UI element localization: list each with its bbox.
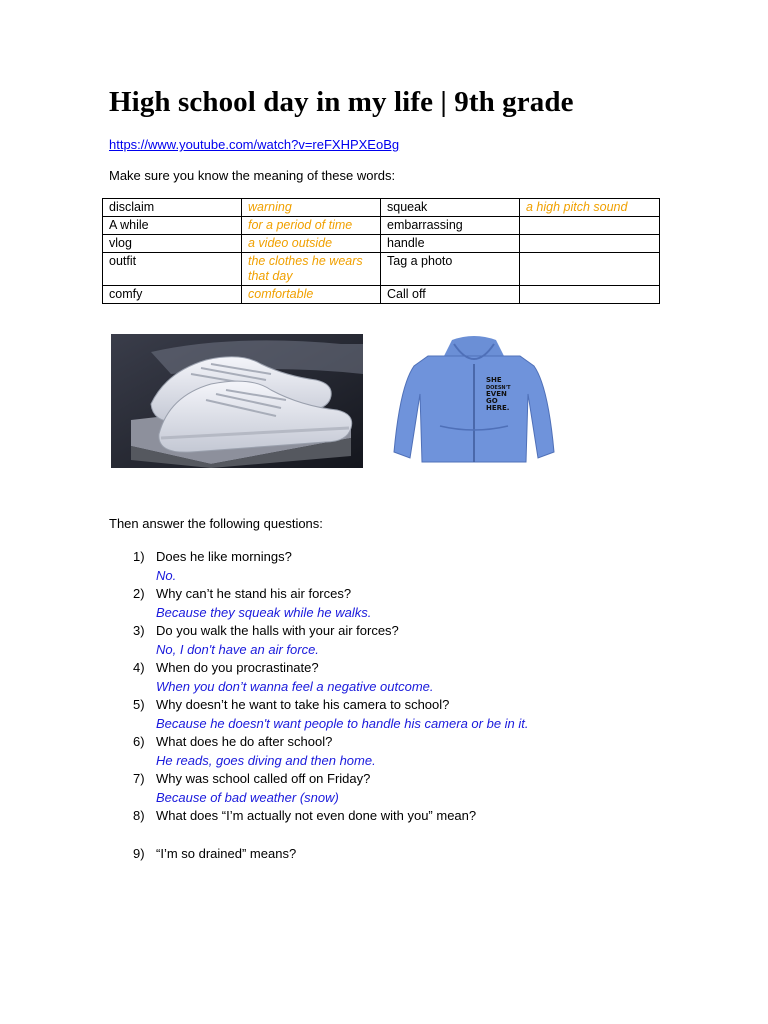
table-row (103, 217, 660, 235)
vocab-intro: Make sure you know the meaning of these words: (109, 168, 396, 183)
vocab-word: vlog (103, 235, 242, 253)
video-link[interactable]: https://www.youtube.com/watch?v=reFXHPXEoBg (109, 137, 400, 152)
question-item: 8) What does “I’m actually not even done with you” mean? (133, 808, 477, 823)
answer-text: He reads, goes diving and then home. (156, 752, 376, 768)
vocab-word: Tag a photo (381, 253, 520, 286)
answer-text: Because he doesn't want people to handle his camera or be in it. (156, 715, 529, 731)
vocab-definition: comfortable (242, 286, 381, 304)
vocab-word: comfy (103, 286, 242, 304)
vocab-definition (520, 253, 660, 286)
table-row (103, 253, 660, 286)
table-row (103, 235, 660, 253)
vocab-definition: a video outside (242, 235, 381, 253)
answer-text: When you don’t wanna feel a negative outcome. (156, 678, 434, 694)
vocab-word: Call off (381, 286, 520, 304)
answer-text: Because they squeak while he walks. (156, 604, 372, 620)
vocab-word: A while (103, 217, 242, 235)
vocab-table (102, 198, 660, 304)
page-title: High school day in my life | 9th grade (109, 86, 574, 118)
vocab-word: handle (381, 235, 520, 253)
question-item: 5) Why doesn’t he want to take his camera to school? (133, 697, 450, 712)
vocab-definition: the clothes he wears that day (242, 253, 381, 286)
vocab-definition (520, 286, 660, 304)
question-item: 3) Do you walk the halls with your air forces? (133, 623, 399, 638)
vocab-definition: a high pitch sound (520, 199, 660, 217)
vocab-word: disclaim (103, 199, 242, 217)
vocab-definition (520, 217, 660, 235)
questions-list (109, 548, 709, 864)
questions-intro: Then answer the following questions: (109, 516, 323, 531)
answer-text: No. (156, 567, 177, 583)
vocab-word: squeak (381, 199, 520, 217)
sneakers-image (111, 334, 363, 468)
table-row (103, 199, 660, 217)
question-item: 6) What does he do after school? (133, 734, 333, 749)
answer-text: No, I don't have an air force. (156, 641, 319, 657)
vocab-definition (520, 235, 660, 253)
question-item: 7) Why was school called off on Friday? (133, 771, 371, 786)
answer-text: Because of bad weather (snow) (156, 789, 339, 805)
vocab-definition: warning (242, 199, 381, 217)
answer-blank (109, 826, 709, 845)
hoodie-print-text: SHE DOESN'T EVEN GO HERE. (486, 376, 511, 412)
table-row (103, 286, 660, 304)
hoodie-image (388, 334, 560, 468)
vocab-word: outfit (103, 253, 242, 286)
question-item: 1) Does he like mornings? (133, 549, 292, 564)
question-item: 2) Why can’t he stand his air forces? (133, 586, 352, 601)
vocab-word: embarrassing (381, 217, 520, 235)
question-item: 4) When do you procrastinate? (133, 660, 319, 675)
vocab-definition: for a period of time (242, 217, 381, 235)
question-item: 9) “I’m so drained” means? (133, 846, 297, 861)
